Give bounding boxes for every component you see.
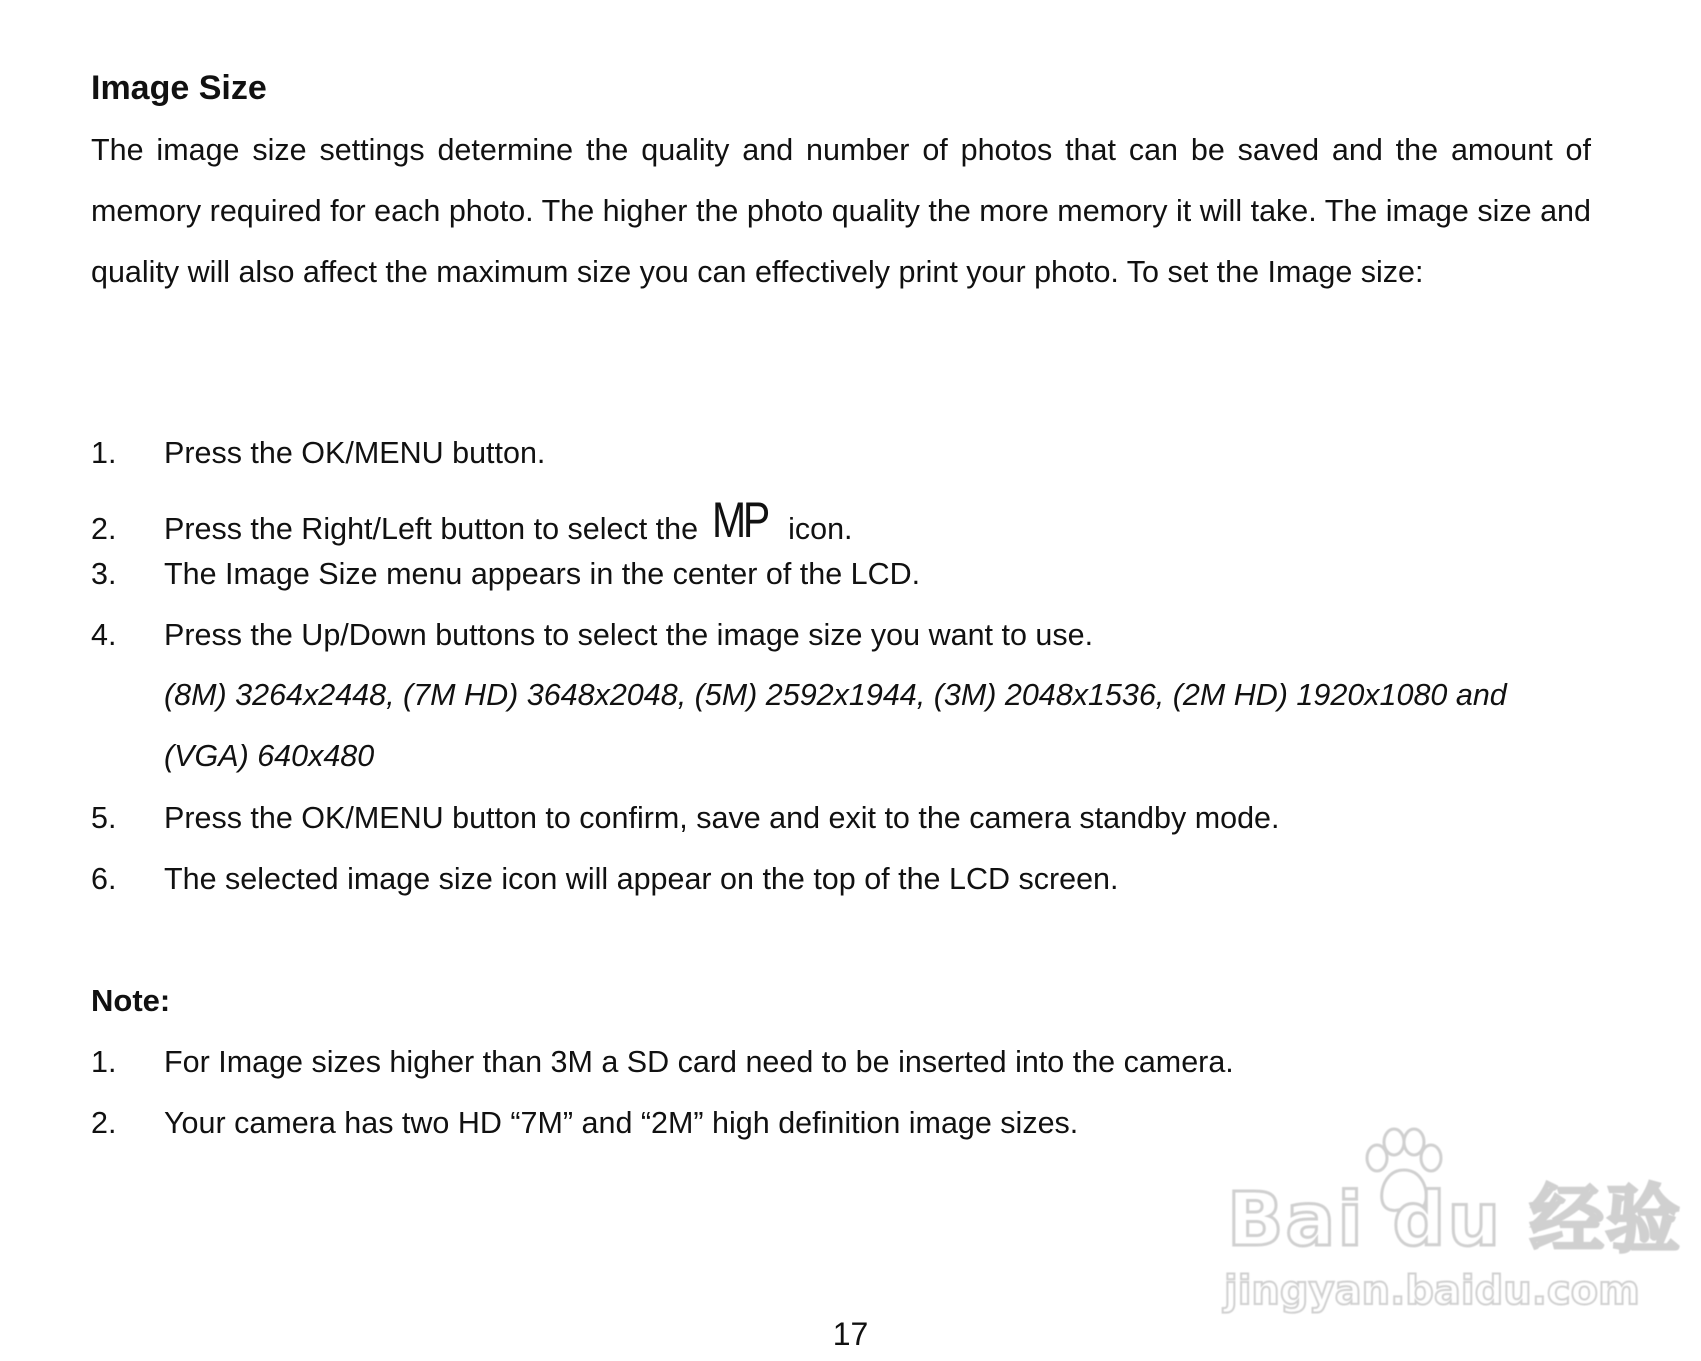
step-text: Press the Up/Down buttons to select the image size you want to use. [164, 618, 1094, 652]
step-item [91, 433, 545, 473]
step-number: 3. [91, 557, 117, 591]
note-number: 2. [91, 1106, 117, 1140]
step-text: The selected image size icon will appear on the top of the LCD screen. [164, 862, 1119, 896]
step-item [91, 615, 1093, 655]
step-text: The Image Size menu appears in the center of the LCD. [164, 557, 921, 591]
note-text: Your camera has two HD “7M” and “2M” high definition image sizes. [164, 1106, 1079, 1140]
mp-icon: MP [712, 492, 768, 548]
step-item [91, 798, 1279, 838]
watermark-logo-text: Bai du 经验 [1227, 1177, 1682, 1263]
note-number: 1. [91, 1045, 117, 1079]
note-text: For Image sizes higher than 3M a SD card need to be inserted into the camera. [164, 1045, 1234, 1079]
intro-paragraph: The image size settings determine the quality and number of photos that can be saved and the amount of memory required for each photo. The higher the photo quality the more memory it will take. The image size and quality will also affect the maximum size you can effectively print your photo. To set the Image size: [91, 133, 1591, 289]
step-text-after: icon. [788, 512, 853, 546]
step-item [91, 492, 853, 549]
step-item [91, 554, 920, 594]
step-number: 2. [91, 512, 117, 546]
page-number: 17 [832, 1316, 869, 1352]
step-text: Press the OK/MENU button to confirm, save and exit to the camera standby mode. [164, 801, 1280, 835]
step-number: 5. [91, 801, 117, 835]
step-number: 4. [91, 618, 117, 652]
watermark-url: jingyan.baidu.com [1224, 1268, 1640, 1314]
image-size-options: (8M) 3264x2448, (7M HD) 3648x2048, (5M) 2592x1944, (3M) 2048x1536, (2M HD) 1920x1080 and (VGA) 640x480 [164, 678, 1507, 773]
step-number: 6. [91, 862, 117, 896]
note-heading: Note: [91, 983, 171, 1018]
step-text: Press the OK/MENU button. [164, 436, 546, 470]
baidu-watermark [1212, 1120, 1682, 1320]
note-item [91, 1042, 1234, 1082]
step-number: 1. [91, 436, 117, 470]
step-text: Press the Right/Left button to select the [164, 512, 699, 546]
step-item [91, 859, 1119, 899]
section-title: Image Size [91, 69, 267, 107]
note-item [91, 1103, 1078, 1143]
